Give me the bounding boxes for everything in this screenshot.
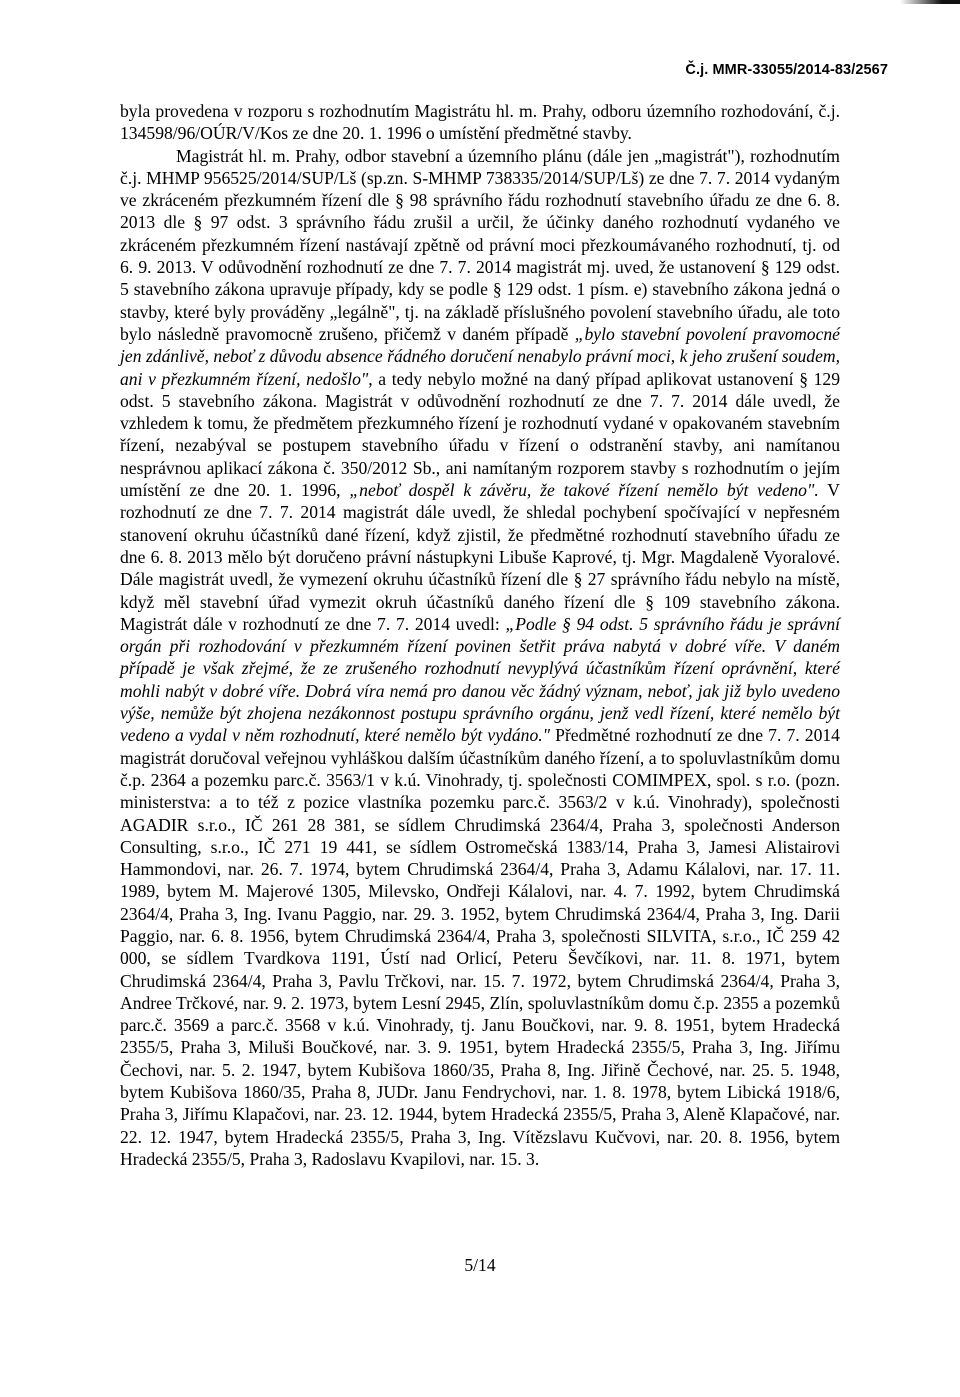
italic-quote: „bylo stavební povolení pravomocné jen zdánlivě, neboť z důvodu absence řádného doručení nenabylo právní moci, k jeho zrušení soudem, ani v přezkumném řízení, nedošlo" <box>120 323 840 389</box>
paragraph-2 <box>120 145 840 1171</box>
text-run: Předmětné rozhodnutí ze dne 7. 7. 2014 magistrát doručoval veřejnou vyhláškou dalším účastníkům daného řízení, a to spoluvlastníkům domu č.p. 2364 a pozemku parc.č. 3563/1 v k.ú. Vinohrady, tj. společnosti COMIMPEX, spol. s r.o. (pozn. ministerstva: a to též z pozice vlastníka pozemku parc.č. 3563/2 v k.ú. Vinohrady), společnosti AGADIR s.r.o., IČ 261 28 381, se sídlem Chrudimská 2364/4, Praha 3, společnosti Anderson Consulting, s.r.o., IČ 271 19 441, se sídlem Ostromečská 1383/14, Praha 3, Jamesi Alistairovi Hammondovi, nar. 26. 7. 1974, bytem Chrudimská 2364/4, Praha 3, Adamu Kálalovi, nar. 17. 11. 1989, bytem M. Majerové 1305, Milevsko, Ondřeji Kálalovi, nar. 4. 7. 1992, bytem Chrudimská 2364/4, Praha 3, Ing. Ivanu Paggio, nar. 29. 3. 1952, bytem Chrudimská 2364/4, Praha 3, Ing. Darii Paggio, nar. 6. 8. 1956, bytem Chrudimská 2364/4, Praha 3, společnosti SILVITA, s.r.o., IČ 259 42 000, se sídlem Tvardkova 1191, Ústí nad Orlicí, Peteru Ševčíkovi, nar. 11. 8. 1971, bytem Chrudimská 2364/4, Praha 3, Pavlu Trčkovi, nar. 15. 7. 1972, bytem Chrudimská 2364/4, Praha 3, Andree Trčkové, nar. 9. 2. 1973, bytem Lesní 2945, Zlín, spoluvlastníkům domu č.p. 2355 a pozemků parc.č. 3569 a parc.č. 3568 v k.ú. Vinohrady, tj. Janu Boučkovi, nar. 9. 8. 1951, bytem Hradecká 2355/5, Praha 3, Miluši Boučkové, nar. 3. 9. 1951, bytem Hradecká 2355/5, Praha 3, Ing. Jiřímu Čechovi, nar. 5. 2. 1947, bytem Kubišova 1860/35, Praha 8, Ing. Jiřině Čechové, nar. 25. 5. 1948, bytem Kubišova 1860/35, Praha 8, JUDr. Janu Fendrychovi, nar. 1. 8. 1978, bytem Libická 1918/6, Praha 3, Jiřímu Klapačovi, nar. 23. 12. 1944, bytem Hradecká 2355/5, Praha 3, Aleně Klapačové, nar. 22. 12. 1947, bytem Hradecká 2355/5, Praha 3, Ing. Vítězslavu Kučvovi, nar. 20. 8. 1956, bytem Hradecká 2355/5, Praha 3, Radoslavu Kvapilovi, nar. 15. 3. <box>120 725 840 1169</box>
text-run: V rozhodnutí ze dne 7. 7. 2014 magistrát dále uvedl, že shledal pochybení spočívající v nepřesném stanovení okruhu účastníků dané řízení, když zjistil, že předmětné rozhodnutí stavebního úřadu ze dne 6. 8. 2013 mělo být doručeno právní nástupkyni Libuše Kaprové, tj. Mgr. Magdaleně Vyoralové. Dále magistrát uvedl, že vymezení okruhu účastníků řízení dle § 27 správního řádu nebylo na místě, když měl stavební úřad vymezit okruh účastníků daného řízení dle § 109 stavebního zákona. Magistrát dále v rozhodnutí ze dne 7. 7. 2014 uvedl: <box>120 480 840 634</box>
scan-edge-mark <box>900 0 960 4</box>
reference-number: Č.j. MMR-33055/2014-83/2567 <box>685 62 888 78</box>
italic-quote: „neboť dospěl k závěru, že takové řízení nemělo být vedeno". <box>349 480 819 501</box>
page-number: 5/14 <box>464 1255 496 1275</box>
italic-quote: „Podle § 94 odst. 5 správního řádu je správní orgán při rozhodování v přezkumném řízení povinen šetřit práva nabytá v dobré víře. V daném případě je však zřejmé, že ze zrušeného rozhodnutí nevyplývá účastníkům řízení oprávnění, které mohli nabýt v dobré víře. Dobrá víra nemá pro danou věc žádný význam, neboť, jak již bylo uvedeno výše, nemůže být zhojena nezákonnost postupu správního orgánu, jenž vedl řízení, které nemělo být vedeno a vydal v něm rozhodnutí, které nemělo být vydáno." <box>120 613 841 746</box>
text-run: , a tedy nebylo možné na daný případ aplikovat ustanovení § 129 odst. 5 stavebního zákona. Magistrát v odůvodnění rozhodnutí ze dne 7. 7. 2014 dále uvedl, že vzhledem k tomu, že předmětem přezkumného řízení je rozhodnutí vydané v opakovaném stavebním řízení, nezabýval se postupem stavebního úřadu v řízení o odstranění stavby, ani namítanou nesprávnou aplikací zákona č. 350/2012 Sb., ani namítaným rozporem stavby s rozhodnutím o jejím umístění ze dne 20. 1. 1996, <box>120 368 840 501</box>
text-run: Magistrát hl. m. Prahy, odbor stavební a územního plánu (dále jen „magistrát"), rozhodnutím č.j. MHMP 956525/2014/SUP/Lš (sp.zn. S-MHMP 738335/2014/SUP/Lš) ze dne 7. 7. 2014 vydaným ve zkráceném přezkumném řízení dle § 98 správního řádu rozhodnutí stavebního úřadu ze dne 6. 8. 2013 dle § 97 odst. 3 správního řádu zrušil a určil, že účinky daného rozhodnutí vydaného ve zkráceném přezkumném řízení nastávají zpětně od právní moci přezkoumávaného rozhodnutí, tj. od 6. 9. 2013. V odůvodnění rozhodnutí ze dne 7. 7. 2014 magistrát mj. uved, že ustanovení § 129 odst. 5 stavebního zákona upravuje případy, kdy se podle § 129 odst. 1 písm. e) stavebního zákona jedná o stavby, které byly prováděny „legálně", tj. na základě příslušného povolení stavebního úřadu, ale toto bylo následně pravomocně zrušeno, přičemž v daném případě <box>120 145 840 344</box>
document-body <box>120 100 840 1170</box>
paragraph-1 <box>120 100 840 145</box>
text-run: byla provedena v rozporu s rozhodnutím Magistrátu hl. m. Prahy, odboru územního rozhodování, č.j. 134598/96/OÚR/V/Kos ze dne 20. 1. 1996 o umístění předmětné stavby. <box>120 101 840 144</box>
